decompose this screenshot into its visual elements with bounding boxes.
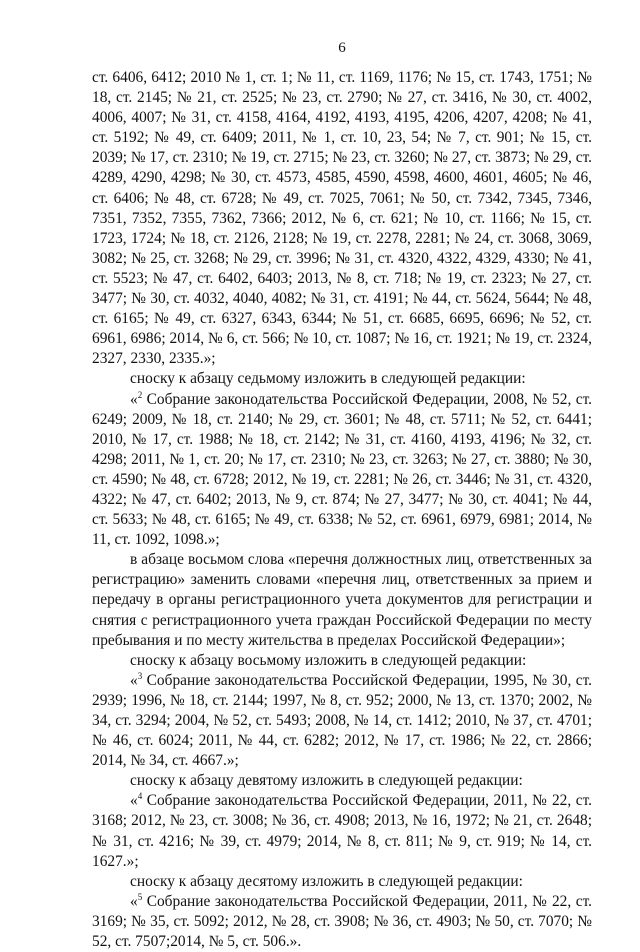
paragraph-text: ст. 6406, 6412; 2010 № 1, ст. 1; № 11, ст. 1169, 1176; № 15, ст. 1743, 1751; № 18, ст. 2145; № 21, ст. 2525; № 23, ст. 2790; № 27, ст. 3416, № 30, ст. 4002, 4006, 4007; № 31, ст. 4158, 4164, 4192, 4193, 4195, 4206, 4207, 4208; № 41, ст. 5192; № 49, ст. 6409; 2011, № 1, ст. 10, 23, 54; № 7, ст. 901; № 15, ст. 2039; № 17, ст. 2310; № 19, ст. 2715; № 23, ст. 3260; № 27, ст. 3873; № 29, ст. 4289, 4290, 4298; № 30, ст. 4573, 4585, 4590, 4598, 4600, 4601, 4605; № 46, ст. 6406; № 48, ст. 6728; № 49, ст. 7025, 7061; № 50, ст. 7342, 7345, 7346, 7351, 7352, 7355, 7362, 7366; 2012, № 6, ст. 621; № 10, ст. 1166; № 15, ст. 1723, 1724; № 18, ст. 2126, 2128; № 19, ст. 2278, 2281; № 24, ст. 3068, 3069, 3082; № 25, ст. 3268; № 29, ст. 3996; № 31, ст. 4320, 4322, 4329, 4330; № 41, ст. 5523; № 47, ст. 6402, 6403; 2013, № 8, ст. 718; № 19, ст. 2323; № 27, ст. 3477; № 30, ст. 4032, 4040, 4082; № 31, ст. 4191; № 44, ст. 5624, 5644; № 48, ст. 6165; № 49, ст. 6327, 6343, 6344; № 51, ст. 6685, 6695, 6696; № 52, ст. 6961, 6986; 2014, № 6, ст. 566; № 10, ст. 1087; № 16, ст. 1921; № 19, ст. 2324, 2327, 2330, 2335.»; bbox=[92, 69, 592, 368]
footnote-marker: 4 bbox=[137, 791, 143, 802]
paragraph-footnote-4 bbox=[92, 791, 592, 871]
quote-mark: « bbox=[130, 792, 138, 810]
paragraph-text: Собрание законодательства Российской Федерации, 2008, № 52, ст. 6249; 2009, № 18, ст. 2140; № 29, ст. 3601; № 48, ст. 5711; № 52, ст. 6441; 2010, № 17, ст. 1988; № 18, ст. 2142; № 31, ст. 4160, 4193, 4196; № 32, ст. 4298; 2011, № 1, ст. 20; № 17, ст. 2310; № 23, ст. 3263; № 27, ст. 3880; № 30, ст. 4590; № 48, ст. 6728; 2012, № 19, ст. 2281; № 26, ст. 3446; № 31, ст. 4320, 4322; № 47, ст. 6402; 2013, № 9, ст. 874; № 27, 3477; № 30, ст. 4041; № 44, ст. 5633; № 48, ст. 6165; № 49, ст. 6338; № 52, ст. 6961, 6979, 6981; 2014, № 11, ст. 1092, 1098.»; bbox=[92, 390, 592, 549]
paragraph-amendment-8 bbox=[92, 550, 592, 650]
paragraph-text: Собрание законодательства Российской Федерации, 2011, № 22, ст. 3168; 2012, № 23, ст. 3008; № 36, ст. 4908; 2013, № 16, 1972; № 21, ст. 2648; № 31, ст. 4216; № 39, ст. 4979; 2014, № 8, ст. 811; № 9, ст. 919; № 14, ст. 1627.»; bbox=[92, 792, 592, 870]
quote-mark: « bbox=[130, 390, 138, 408]
footnote-marker: 2 bbox=[137, 389, 143, 400]
paragraph-footnote-5 bbox=[92, 892, 592, 952]
quote-mark: « bbox=[130, 671, 138, 689]
paragraph-footnote-2 bbox=[92, 390, 592, 551]
paragraph-text: сноску к абзацу десятому изложить в следующей редакции: bbox=[130, 872, 523, 890]
paragraph-text: сноску к абзацу девятому изложить в следующей редакции: bbox=[130, 772, 523, 790]
paragraph-citation-continuation bbox=[92, 68, 592, 369]
page-number: 6 bbox=[338, 40, 346, 56]
paragraph-text: сноску к абзацу восьмому изложить в следующей редакции: bbox=[130, 651, 527, 669]
paragraph-instruction-footnote-8 bbox=[92, 651, 592, 671]
paragraph-instruction-footnote-7 bbox=[92, 369, 592, 389]
paragraph-text: Собрание законодательства Российской Федерации, 2011, № 22, ст. 3169; № 35, ст. 5092; 2012, № 28, ст. 3908; № 36, ст. 4903; № 50, ст. 7070; № 52, ст. 7507;2014, № 5, ст. 506.». bbox=[92, 892, 592, 951]
footnote-marker: 3 bbox=[137, 670, 143, 681]
paragraph-instruction-footnote-10 bbox=[92, 872, 592, 892]
paragraph-footnote-3 bbox=[92, 671, 592, 771]
paragraph-instruction-footnote-9 bbox=[92, 771, 592, 791]
paragraph-text: Собрание законодательства Российской Федерации, 1995, № 30, ст. 2939; 1996, № 18, ст. 2144; 1997, № 8, ст. 952; 2000, № 13, ст. 1370; 2002, № 34, ст. 3294; 2004, № 52, ст. 5493; 2008, № 14, ст. 1412; 2010, № 37, ст. 4701; № 46, ст. 6024; 2011, № 44, ст. 6282; 2012, № 17, ст. 1986; № 22, ст. 2866; 2014, № 34, ст. 4667.»; bbox=[92, 671, 592, 770]
document-body bbox=[92, 68, 592, 952]
quote-mark: « bbox=[130, 892, 138, 910]
paragraph-text: сноску к абзацу седьмому изложить в следующей редакции: bbox=[130, 370, 526, 388]
footnote-marker: 5 bbox=[137, 891, 143, 902]
paragraph-text: в абзаце восьмом слова «перечня должностных лиц, ответственных за регистрацию» заменить словами «перечня лиц, ответственных за прием и передачу в органы регистрационного учета документов для регистрации и снятия с регистрационного учета граждан Российской Федерации по месту пребывания и по месту жительства в пределах Российской Федерации»; bbox=[92, 551, 592, 649]
